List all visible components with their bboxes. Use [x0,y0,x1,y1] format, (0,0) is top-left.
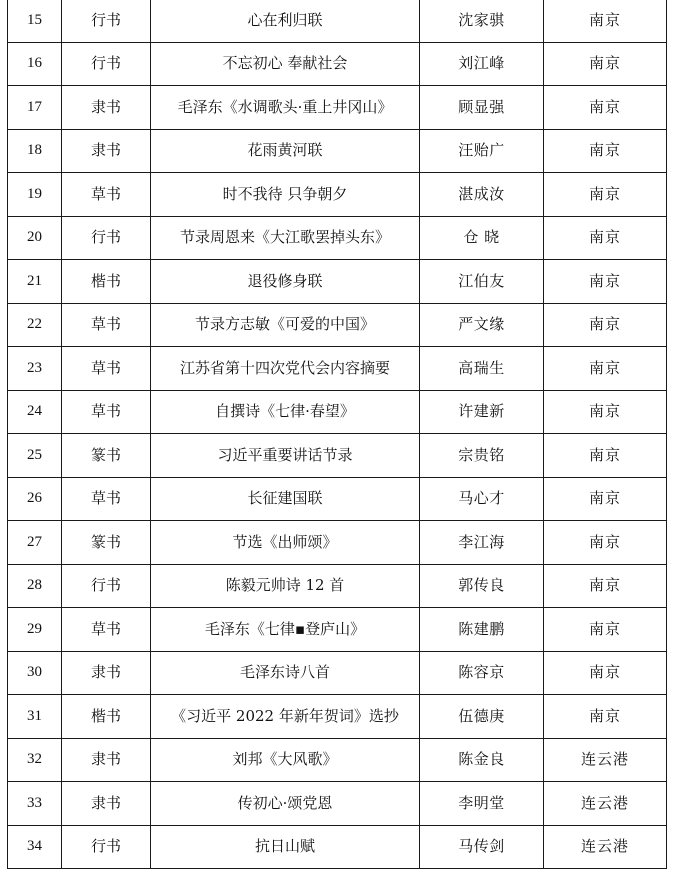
work-title-cell: 习近平重要讲话节录 [151,434,420,478]
city-cell: 南京 [544,477,667,521]
city-cell: 南京 [544,564,667,608]
work-title-cell: 不忘初心 奉献社会 [151,42,420,86]
table-row [8,564,667,608]
city-cell: 南京 [544,434,667,478]
calligraphy-style-cell: 隶书 [62,651,151,695]
entries-table-body [8,0,667,869]
author-name-cell: 湛成汝 [420,173,544,217]
calligraphy-style-cell: 篆书 [62,521,151,565]
city-cell: 连云港 [544,782,667,826]
table-row [8,608,667,652]
entry-number-cell: 34 [8,825,62,869]
table-row [8,86,667,130]
calligraphy-style-cell: 草书 [62,390,151,434]
calligraphy-style-cell: 草书 [62,477,151,521]
entries-table [7,0,667,869]
entry-number-cell: 32 [8,738,62,782]
entry-number-cell: 29 [8,608,62,652]
author-name-cell: 刘江峰 [420,42,544,86]
author-name-cell: 仓 晓 [420,216,544,260]
calligraphy-style-cell: 行书 [62,216,151,260]
entry-number-cell: 16 [8,42,62,86]
city-cell: 南京 [544,42,667,86]
work-title-cell: 抗日山赋 [151,825,420,869]
table-row [8,173,667,217]
calligraphy-style-cell: 行书 [62,42,151,86]
entry-number-cell: 25 [8,434,62,478]
entry-number-cell: 31 [8,695,62,739]
table-row [8,42,667,86]
calligraphy-style-cell: 隶书 [62,738,151,782]
entry-number-cell: 19 [8,173,62,217]
city-cell: 南京 [544,303,667,347]
entry-number-cell: 17 [8,86,62,130]
table-row [8,651,667,695]
work-title-cell: 节选《出师颂》 [151,521,420,565]
author-name-cell: 宗贵铭 [420,434,544,478]
city-cell: 南京 [544,695,667,739]
author-name-cell: 严文缘 [420,303,544,347]
table-row [8,260,667,304]
author-name-cell: 高瑞生 [420,347,544,391]
author-name-cell: 马心才 [420,477,544,521]
entry-number-cell: 27 [8,521,62,565]
author-name-cell: 马传剑 [420,825,544,869]
city-cell: 南京 [544,260,667,304]
work-title-cell: 节录周恩来《大江歌罢掉头东》 [151,216,420,260]
calligraphy-style-cell: 楷书 [62,260,151,304]
work-title-cell: 毛泽东诗八首 [151,651,420,695]
work-title-cell: 传初心·颂党恩 [151,782,420,826]
calligraphy-style-cell: 草书 [62,347,151,391]
entry-number-cell: 15 [8,0,62,42]
calligraphy-style-cell: 行书 [62,825,151,869]
table-row [8,825,667,869]
entry-number-cell: 22 [8,303,62,347]
table-row [8,390,667,434]
author-name-cell: 李明堂 [420,782,544,826]
city-cell: 南京 [544,347,667,391]
author-name-cell: 陈容京 [420,651,544,695]
work-title-cell: 退役修身联 [151,260,420,304]
author-name-cell: 沈家骐 [420,0,544,42]
city-cell: 南京 [544,129,667,173]
author-name-cell: 顾显强 [420,86,544,130]
author-name-cell: 李江海 [420,521,544,565]
table-row [8,477,667,521]
table-row [8,521,667,565]
work-title-cell: 心在利归联 [151,0,420,42]
entry-number-cell: 28 [8,564,62,608]
calligraphy-style-cell: 隶书 [62,782,151,826]
work-title-cell: 毛泽东《七律▪登庐山》 [151,608,420,652]
table-row [8,0,667,42]
calligraphy-style-cell: 行书 [62,0,151,42]
city-cell: 南京 [544,608,667,652]
author-name-cell: 陈金良 [420,738,544,782]
city-cell: 南京 [544,173,667,217]
calligraphy-style-cell: 楷书 [62,695,151,739]
entry-number-cell: 20 [8,216,62,260]
author-name-cell: 伍德庚 [420,695,544,739]
work-title-cell: 毛泽东《水调歌头·重上井冈山》 [151,86,420,130]
author-name-cell: 江伯友 [420,260,544,304]
calligraphy-style-cell: 行书 [62,564,151,608]
city-cell: 南京 [544,86,667,130]
table-row [8,129,667,173]
entry-number-cell: 21 [8,260,62,304]
city-cell: 南京 [544,521,667,565]
city-cell: 南京 [544,390,667,434]
city-cell: 南京 [544,651,667,695]
table-row [8,695,667,739]
work-title-cell: 陈毅元帅诗 12 首 [151,564,420,608]
entry-number-cell: 23 [8,347,62,391]
table-row [8,347,667,391]
city-cell: 南京 [544,216,667,260]
table-row [8,738,667,782]
city-cell: 连云港 [544,738,667,782]
calligraphy-style-cell: 篆书 [62,434,151,478]
work-title-cell: 长征建国联 [151,477,420,521]
author-name-cell: 郭传良 [420,564,544,608]
work-title-cell: 江苏省第十四次党代会内容摘要 [151,347,420,391]
author-name-cell: 许建新 [420,390,544,434]
calligraphy-style-cell: 草书 [62,608,151,652]
table-row [8,216,667,260]
work-title-cell: 时不我待 只争朝夕 [151,173,420,217]
entry-number-cell: 24 [8,390,62,434]
work-title-cell: 《习近平 2022 年新年贺词》选抄 [151,695,420,739]
table-row [8,434,667,478]
calligraphy-style-cell: 草书 [62,303,151,347]
city-cell: 连云港 [544,825,667,869]
calligraphy-style-cell: 草书 [62,173,151,217]
entry-number-cell: 18 [8,129,62,173]
work-title-cell: 节录方志敏《可爱的中国》 [151,303,420,347]
work-title-cell: 刘邦《大风歌》 [151,738,420,782]
author-name-cell: 汪贻广 [420,129,544,173]
calligraphy-style-cell: 隶书 [62,129,151,173]
entry-number-cell: 30 [8,651,62,695]
entry-number-cell: 26 [8,477,62,521]
work-title-cell: 自撰诗《七律·春望》 [151,390,420,434]
table-row [8,303,667,347]
table-row [8,782,667,826]
author-name-cell: 陈建鹏 [420,608,544,652]
work-title-cell: 花雨黄河联 [151,129,420,173]
city-cell: 南京 [544,0,667,42]
entry-number-cell: 33 [8,782,62,826]
calligraphy-style-cell: 隶书 [62,86,151,130]
